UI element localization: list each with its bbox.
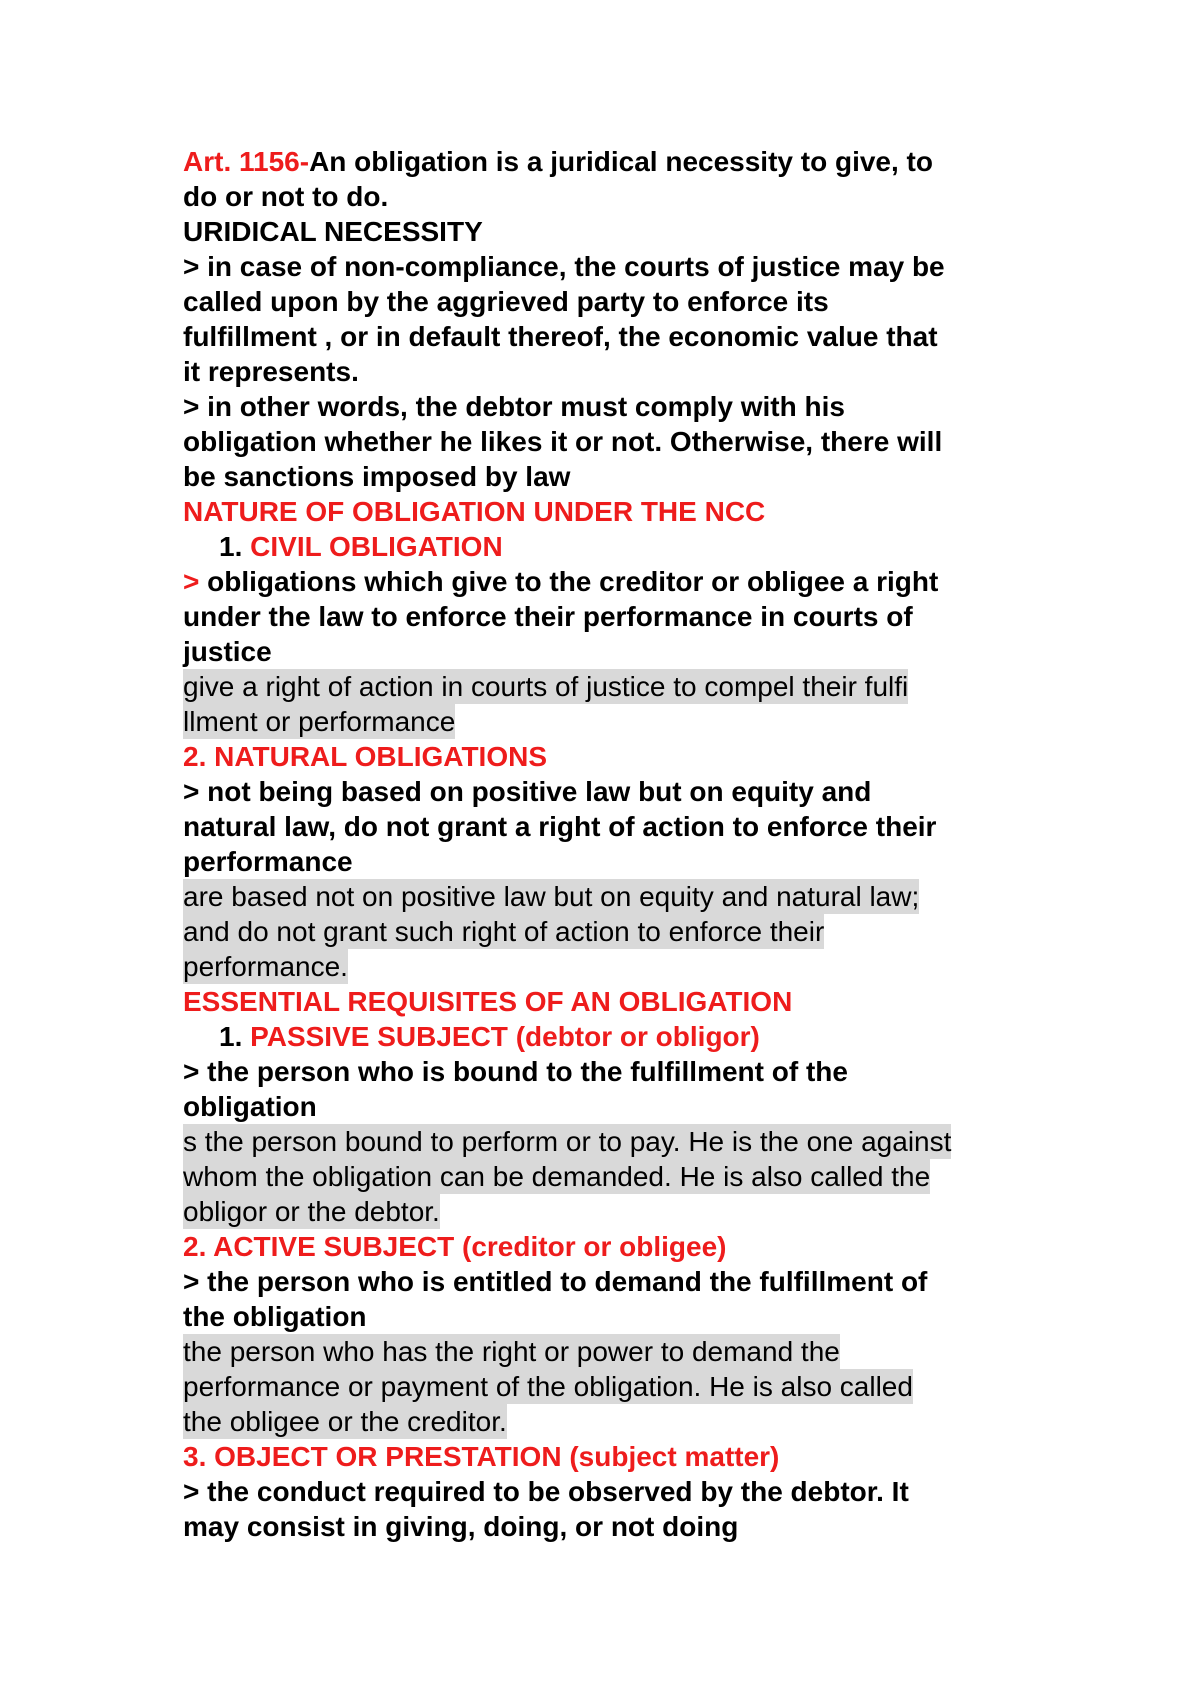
natural-def-line: > not being based on positive law but on equity and — [183, 776, 872, 807]
active-note-text: the obligee or the creditor. — [183, 1406, 507, 1437]
civil-def-text: obligations which give to the creditor or obligee a right — [199, 566, 939, 597]
article-label: Art. 1156- — [183, 146, 310, 177]
passive-note-text: s the person bound to perform or to pay. He is the one against — [183, 1126, 952, 1157]
passive-note-text: obligor or the debtor. — [183, 1196, 440, 1227]
civil-note-text: give a right of action in courts of justice to compel their fulfi — [183, 671, 909, 702]
active-def-line: > the person who is entitled to demand the fulfillment of — [183, 1266, 928, 1297]
object-title: 3. OBJECT OR PRESTATION (subject matter) — [183, 1441, 780, 1472]
passive-note-line — [183, 1194, 1050, 1229]
natural-note-text: are based not on positive law but on equity and natural law; — [183, 881, 920, 912]
object-def-line: may consist in giving, doing, or not doing — [183, 1511, 739, 1542]
passive-number: 1. — [219, 1021, 251, 1052]
civil-title-line — [183, 529, 1050, 564]
nature-heading: NATURE OF OBLIGATION UNDER THE NCC — [183, 496, 766, 527]
object-def-line: > the conduct required to be observed by the debtor. It — [183, 1476, 909, 1507]
active-note-line — [183, 1404, 1050, 1439]
juridical-p1-line: > in case of non-compliance, the courts of justice may be — [183, 251, 945, 282]
juridical-p1-line: called upon by the aggrieved party to enforce its — [183, 286, 829, 317]
natural-note-text: and do not grant such right of action to enforce their — [183, 916, 825, 947]
passive-title: PASSIVE SUBJECT (debtor or obligor) — [250, 1021, 760, 1052]
civil-note-line — [183, 669, 1050, 704]
civil-note-line — [183, 704, 1050, 739]
natural-note-text: performance. — [183, 951, 348, 982]
juridical-p1-line: fulfillment , or in default thereof, the economic value that — [183, 321, 938, 352]
natural-note-line — [183, 879, 1050, 914]
article-line-1 — [183, 144, 1050, 179]
juridical-p1-line: it represents. — [183, 356, 359, 387]
civil-note-text: llment or performance — [183, 706, 456, 737]
article-text-1: An obligation is a juridical necessity to give, to — [309, 146, 933, 177]
active-note-line — [183, 1334, 1050, 1369]
passive-note-text: whom the obligation can be demanded. He is also called the — [183, 1161, 931, 1192]
civil-def-line: justice — [183, 636, 272, 667]
active-def-line: the obligation — [183, 1301, 367, 1332]
passive-note-line — [183, 1159, 1050, 1194]
natural-note-line — [183, 949, 1050, 984]
active-note-text: the person who has the right or power to demand the — [183, 1336, 840, 1367]
juridical-p2-line: be sanctions imposed by law — [183, 461, 571, 492]
passive-def-line: obligation — [183, 1091, 317, 1122]
civil-marker: > — [183, 566, 200, 597]
civil-def-line: under the law to enforce their performance in courts of — [183, 601, 913, 632]
passive-def-line: > the person who is bound to the fulfillment of the — [183, 1056, 848, 1087]
juridical-p2-line: obligation whether he likes it or not. Otherwise, there will — [183, 426, 943, 457]
civil-def-line — [183, 564, 1050, 599]
civil-number: 1. — [219, 531, 251, 562]
passive-note-line — [183, 1124, 1050, 1159]
juridical-heading: URIDICAL NECESSITY — [183, 216, 483, 247]
natural-def-line: natural law, do not grant a right of action to enforce their — [183, 811, 937, 842]
natural-def-line: performance — [183, 846, 353, 877]
natural-title: 2. NATURAL OBLIGATIONS — [183, 741, 547, 772]
active-note-line — [183, 1369, 1050, 1404]
passive-title-line — [183, 1019, 1050, 1054]
active-note-text: performance or payment of the obligation. He is also called — [183, 1371, 913, 1402]
civil-title: CIVIL OBLIGATION — [250, 531, 503, 562]
requisites-heading: ESSENTIAL REQUISITES OF AN OBLIGATION — [183, 986, 793, 1017]
active-title: 2. ACTIVE SUBJECT (creditor or obligee) — [183, 1231, 727, 1262]
juridical-p2-line: > in other words, the debtor must comply with his — [183, 391, 845, 422]
article-line-2: do or not to do. — [183, 181, 389, 212]
natural-note-line — [183, 914, 1050, 949]
